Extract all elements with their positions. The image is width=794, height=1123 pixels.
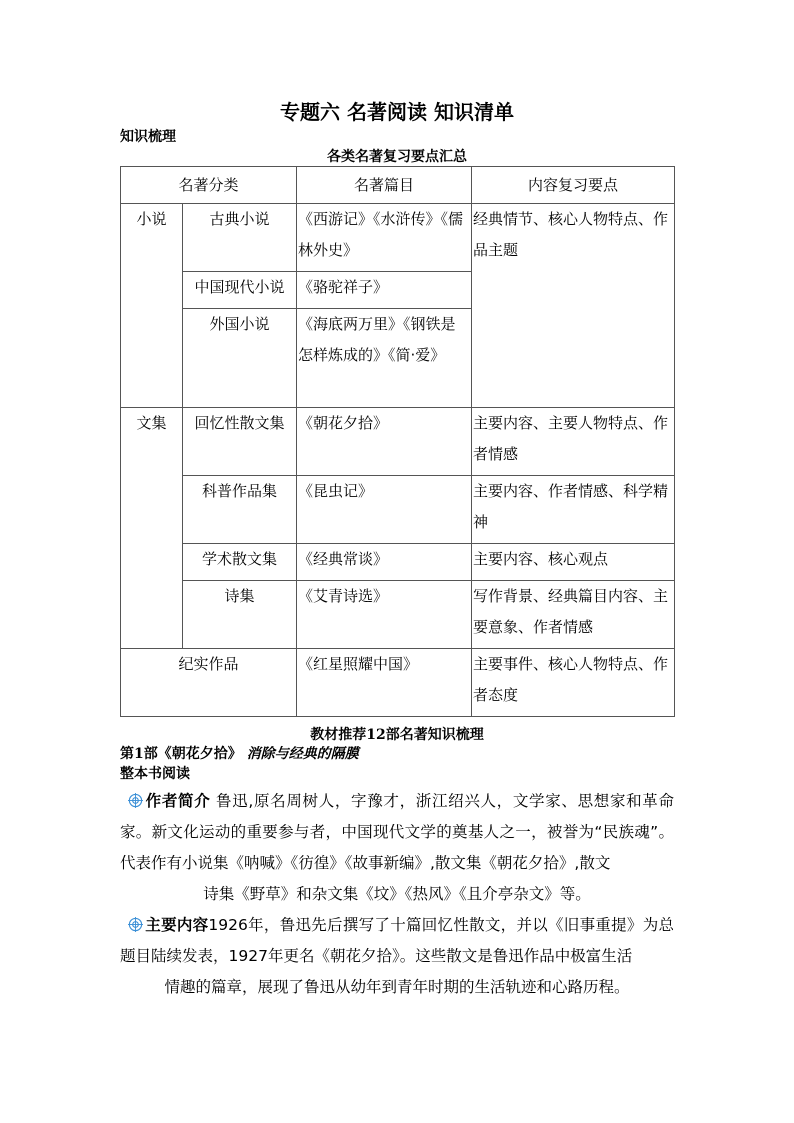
subcategory-cell: 诗集	[183, 581, 297, 649]
points-cell: 经典情节、核心人物特点、作品主题	[472, 204, 675, 408]
works-cell: 《艾青诗选》	[297, 581, 472, 649]
part-title-main: 第1部《朝花夕拾》	[120, 746, 242, 762]
points-cell: 主要内容、主要人物特点、作者情感	[472, 408, 675, 476]
content-text: 1926年，鲁迅先后撰写了十篇回忆性散文，并以《旧事重提》为总题目陆续发表，1927年更名《朝花夕拾》。这些散文是鲁迅作品中极富生活	[120, 916, 674, 965]
works-cell: 《海底两万里》《钢铁是怎样炼成的》《简·爱》	[297, 309, 472, 408]
section-heading: 知识梳理	[120, 129, 176, 145]
page-title: 专题六 名著阅读 知识清单	[280, 100, 514, 124]
table-header-row	[121, 167, 675, 204]
table-caption: 各类名著复习要点汇总	[327, 149, 467, 165]
author-label: 作者简介	[145, 792, 211, 810]
header-works: 名著篇目	[297, 167, 472, 204]
category-cell: 小说	[121, 204, 183, 408]
points-cell: 主要内容、核心观点	[472, 544, 675, 581]
works-cell: 《昆虫记》	[297, 476, 472, 544]
content-text-last-line: 情趣的篇章，展现了鲁迅从幼年到青年时期的生活轨迹和心路历程。	[164, 978, 630, 996]
works-cell: 《经典常谈》	[297, 544, 472, 581]
subcategory-cell: 外国小说	[183, 309, 297, 408]
part-title-sub: 消除与经典的隔膜	[241, 746, 359, 762]
table-row	[121, 476, 675, 544]
subcategory-cell: 回忆性散文集	[183, 408, 297, 476]
part-title	[120, 743, 359, 763]
header-points: 内容复习要点	[472, 167, 675, 204]
category-cell: 文集	[121, 408, 183, 649]
content-label: 主要内容	[145, 916, 209, 934]
target-bullet-icon	[128, 917, 143, 932]
works-cell: 《西游记》《水浒传》《儒林外史》	[297, 204, 472, 272]
summary-table	[120, 166, 675, 717]
category-cell: 纪实作品	[121, 649, 297, 717]
content-paragraph	[120, 910, 674, 1003]
points-cell: 主要内容、作者情感、科学精神	[472, 476, 675, 544]
works-cell: 《骆驼祥子》	[297, 272, 472, 309]
table-row	[121, 544, 675, 581]
subcategory-cell: 学术散文集	[183, 544, 297, 581]
author-paragraph	[120, 786, 674, 910]
table-row	[121, 204, 675, 272]
table-row	[121, 649, 675, 717]
author-text: 鲁迅,原名周树人，字豫才，浙江绍兴人，文学家、思想家和革命家。新文化运动的重要参与者，中国现代文学的奠基人之一，被誉为“民族魂”。代表作有小说集《呐喊》《彷徨》《故事新编》,散文集《朝花夕拾》,散文	[120, 792, 674, 872]
points-cell: 主要事件、核心人物特点、作者态度	[472, 649, 675, 717]
reading-heading: 整本书阅读	[120, 766, 190, 782]
points-cell: 写作背景、经典篇目内容、主要意象、作者情感	[472, 581, 675, 649]
target-bullet-icon	[128, 793, 143, 808]
author-text-last-line: 诗集《野草》和杂文集《坟》《热风》《且介亭杂文》等。	[203, 885, 591, 903]
table-row	[121, 408, 675, 476]
textbook-subheading: 教材推荐12部名著知识梳理	[310, 727, 484, 743]
subcategory-cell: 科普作品集	[183, 476, 297, 544]
subcategory-cell: 中国现代小说	[183, 272, 297, 309]
works-cell: 《红星照耀中国》	[297, 649, 472, 717]
table-row	[121, 581, 675, 649]
subcategory-cell: 古典小说	[183, 204, 297, 272]
works-cell: 《朝花夕拾》	[297, 408, 472, 476]
header-category: 名著分类	[121, 167, 297, 204]
